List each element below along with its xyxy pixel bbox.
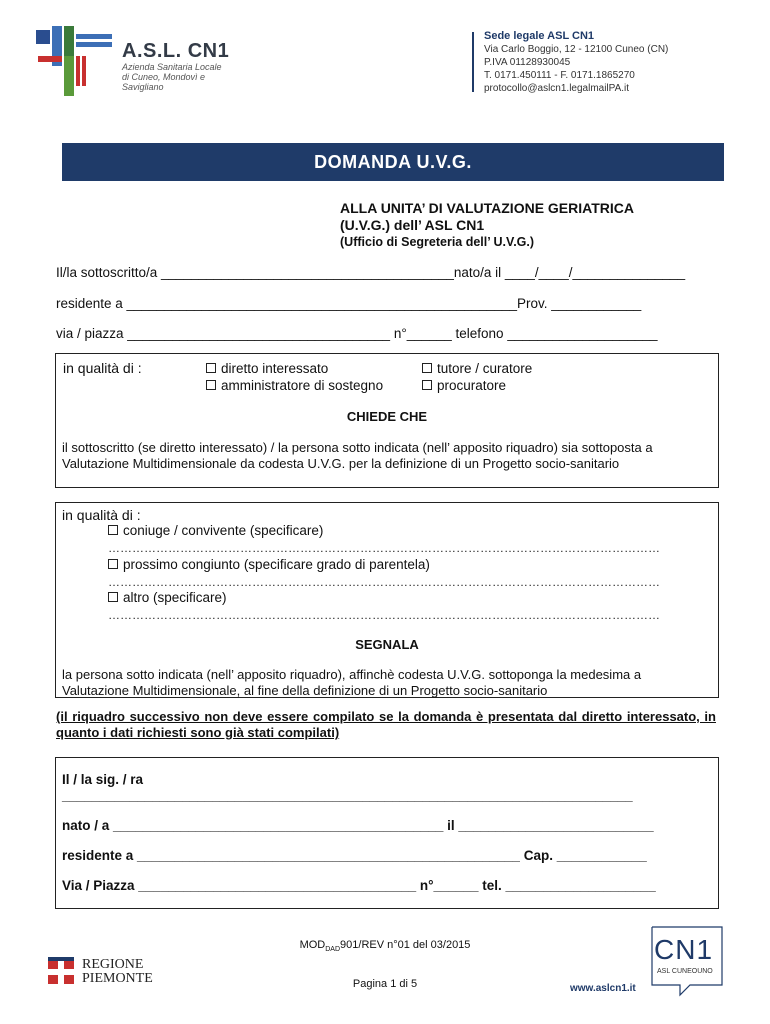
person-residence-line[interactable]: residente a ___________________________________________________ Cap. ____________ bbox=[62, 848, 647, 863]
checkbox-icon[interactable] bbox=[108, 525, 118, 535]
request-paragraph-line: Valutazione Multidimensionale da codesta U.V.G. per la definizione di un Progetto socio-sanitario bbox=[62, 456, 620, 471]
addressee-line: (Ufficio di Segreteria dell’ U.V.G.) bbox=[340, 235, 535, 249]
checkbox-icon[interactable] bbox=[422, 363, 432, 373]
specify-line[interactable]: ………………………………………………………………………………………………………………………… bbox=[108, 575, 660, 589]
addressee-line: ALLA UNITA’ DI VALUTAZIONE GERIATRICA bbox=[340, 200, 634, 216]
notice-text: (il riquadro successivo non deve essere compilato se la domanda è presentata dal diretto interessato, in quanto i dati richiesti sono già stati compilati) bbox=[56, 709, 716, 740]
cn1-subtitle: ASL CUNEOUNO bbox=[657, 968, 713, 975]
form-code-prefix: MOD bbox=[299, 939, 326, 951]
person-name-line[interactable]: ____________________________________________________________________________ bbox=[62, 788, 633, 803]
relation-label: in qualità di : bbox=[62, 507, 141, 523]
person-address-line[interactable]: Via / Piazza _____________________________________ n°______ tel. ____________________ bbox=[62, 878, 656, 893]
specify-line[interactable]: ………………………………………………………………………………………………………………………… bbox=[108, 541, 660, 555]
regione-piemonte-emblem-icon bbox=[46, 956, 76, 986]
request-paragraph-line: il sottoscritto (se diretto interessato) / la persona sotto indicata (nell’ apposito riquadro) sia sottoposta a bbox=[62, 440, 653, 455]
option-label: coniuge / convivente (specificare) bbox=[123, 523, 324, 538]
option-label: altro (specificare) bbox=[123, 590, 227, 605]
person-sig-label: Il / la sig. / ra bbox=[62, 772, 144, 787]
relation-report-box bbox=[55, 502, 719, 698]
page-number: Pagina 1 di 5 bbox=[352, 978, 418, 990]
checkbox-icon[interactable] bbox=[206, 363, 216, 373]
checkbox-icon[interactable] bbox=[108, 559, 118, 569]
sede-divider bbox=[472, 32, 474, 92]
sede-line: Via Carlo Boggio, 12 - 12100 Cuneo (CN) bbox=[484, 44, 669, 55]
option-prossimo-congiunto[interactable] bbox=[108, 557, 430, 572]
applicant-address-line[interactable]: via / piazza ___________________________________ n°______ telefono ____________________ bbox=[56, 326, 658, 341]
sede-title: Sede legale ASL CN1 bbox=[484, 30, 595, 42]
chiede-che-heading: CHIEDE CHE bbox=[346, 409, 428, 424]
report-paragraph-line: la persona sotto indicata (nell’ apposito riquadro), affinchè codesta U.V.G. sottoponga la medesima a bbox=[62, 667, 642, 682]
report-paragraph-line: Valutazione Multidimensionale, al fine della definizione di un Progetto socio-sanitario bbox=[62, 683, 548, 698]
option-tutore-curatore[interactable] bbox=[422, 361, 532, 376]
addressee-line: (U.V.G.) dell’ ASL CN1 bbox=[340, 217, 485, 233]
sede-legale-block bbox=[484, 30, 668, 95]
specify-line[interactable]: ………………………………………………………………………………………………………………………… bbox=[108, 608, 660, 622]
logo-subtitle-line: Azienda Sanitaria Locale bbox=[122, 62, 222, 72]
regione-piemonte-logo bbox=[82, 958, 153, 986]
website-url[interactable]: www.aslcn1.it bbox=[570, 983, 636, 994]
regione-line: PIEMONTE bbox=[82, 971, 153, 986]
role-label: in qualità di : bbox=[63, 360, 142, 376]
person-details-box bbox=[55, 757, 719, 909]
cn1-logo: CN1 bbox=[654, 934, 714, 965]
option-label: tutore / curatore bbox=[437, 361, 533, 376]
option-label: procuratore bbox=[437, 378, 507, 393]
regione-line: REGIONE bbox=[82, 957, 144, 972]
checkbox-icon[interactable] bbox=[206, 380, 216, 390]
person-birth-line[interactable]: nato / a ____________________________________________ il __________________________ bbox=[62, 818, 654, 833]
role-request-box bbox=[55, 353, 719, 488]
sede-line: T. 0171.450111 - F. 0171.1865270 bbox=[484, 70, 635, 81]
sede-line: P.IVA 01128930045 bbox=[484, 57, 571, 68]
option-diretto-interessato[interactable] bbox=[206, 361, 328, 376]
option-altro[interactable] bbox=[108, 590, 227, 605]
logo-subtitle-line: di Cuneo, Mondovì e Savigliano bbox=[122, 72, 206, 92]
cn1-frame-icon bbox=[650, 925, 725, 1003]
logo-title: A.S.L. CN1 bbox=[122, 40, 230, 62]
page-title: DOMANDA U.V.G. bbox=[62, 143, 724, 181]
option-label: prossimo congiunto (specificare grado di parentela) bbox=[123, 557, 430, 572]
request-paragraph bbox=[62, 440, 714, 472]
checkbox-icon[interactable] bbox=[422, 380, 432, 390]
option-amministratore-sostegno[interactable] bbox=[206, 378, 383, 393]
applicant-residence-line[interactable]: residente a ____________________________________________________Prov. ____________ bbox=[56, 296, 642, 311]
option-procuratore[interactable] bbox=[422, 378, 506, 393]
sede-line: protocollo@aslcn1.legalmailPA.it bbox=[484, 83, 630, 94]
option-label: amministratore di sostegno bbox=[221, 378, 384, 393]
applicant-name-line[interactable]: Il/la sottoscritto/a _______________________________________nato/a il ____/____/_______________ bbox=[56, 265, 686, 280]
report-paragraph bbox=[62, 667, 714, 699]
segnala-heading: SEGNALA bbox=[355, 637, 419, 652]
asl-logo-icon bbox=[36, 26, 116, 98]
form-code-suffix: 901/REV n°01 del 03/2015 bbox=[340, 939, 471, 951]
option-label: diretto interessato bbox=[221, 361, 329, 376]
option-coniuge-convivente[interactable] bbox=[108, 523, 323, 538]
logo-subtitle bbox=[122, 62, 232, 92]
checkbox-icon[interactable] bbox=[108, 592, 118, 602]
form-code-sub: DAD bbox=[325, 946, 341, 954]
addressee-block bbox=[340, 200, 634, 251]
